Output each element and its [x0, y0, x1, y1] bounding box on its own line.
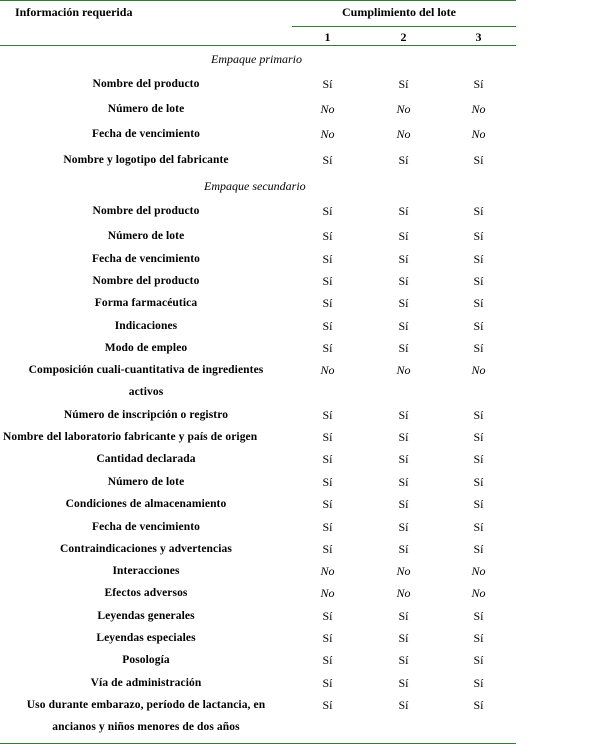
lot-3-value: Sí [473, 631, 484, 645]
row-label: Número de lote [107, 103, 185, 115]
lot-2-value: Sí [398, 497, 409, 511]
lot-2-value: Sí [398, 77, 409, 91]
lot-2-value: Sí [398, 408, 409, 422]
lot-2-value: Sí [398, 204, 409, 218]
lot-3-value: Sí [473, 408, 484, 422]
row-label: Número de inscripción o registro [63, 409, 229, 421]
row-label: Fecha de vencimiento [91, 521, 201, 533]
lot-1-value: Sí [322, 631, 333, 645]
lot-2-value: Sí [398, 676, 409, 690]
row-label: Leyendas especiales [96, 632, 196, 644]
lot-2-value: Sí [398, 653, 409, 667]
lot-3-value: Sí [473, 229, 484, 243]
lot-1-value: Sí [322, 408, 333, 422]
lot-3-value: No [471, 586, 486, 600]
lot-2-value: Sí [398, 475, 409, 489]
lot-2-value: No [396, 564, 411, 578]
lot-1-value: Sí [322, 274, 333, 288]
lot-1-value: Sí [322, 204, 333, 218]
lot-1-header: 1 [324, 30, 331, 44]
lot-2-value: Sí [398, 430, 409, 444]
header-info-label: Información requerida [15, 5, 133, 19]
lot-3-value: Sí [473, 542, 484, 556]
lot-2-value: Sí [398, 631, 409, 645]
lot-2-value: No [396, 363, 411, 377]
lot-1-value: No [320, 102, 335, 116]
lot-3-value: Sí [473, 452, 484, 466]
lot-3-value: Sí [473, 430, 484, 444]
lot-2-value: Sí [398, 296, 409, 310]
lot-3-value: No [471, 127, 486, 141]
lot-3-value: Sí [473, 676, 484, 690]
row-label: Composición cuali-cuantitativa de ingredientes [28, 364, 264, 376]
row-label: Fecha de vencimiento [91, 128, 201, 140]
row-label: Uso durante embarazo, período de lactancia, en [26, 699, 266, 711]
lot-2-value: Sí [398, 153, 409, 167]
lot-2-value: No [396, 586, 411, 600]
lot-1-value: Sí [322, 153, 333, 167]
row-label: Efectos adversos [104, 587, 188, 599]
lot-1-value: Sí [322, 229, 333, 243]
lot-3-value: Sí [473, 77, 484, 91]
lot-2-value: Sí [398, 452, 409, 466]
lot-2-value: Sí [398, 698, 409, 712]
lot-1-value: Sí [322, 609, 333, 623]
lot-1-value: Sí [322, 430, 333, 444]
row-label: Condiciones de almacenamiento [65, 498, 227, 510]
lot-2-value: Sí [398, 274, 409, 288]
lot-3-value: Sí [473, 296, 484, 310]
row-label: Interacciones [112, 565, 180, 577]
lot-3-value: Sí [473, 319, 484, 333]
lot-3-value: Sí [473, 520, 484, 534]
row-label: Cantidad declarada [96, 453, 196, 465]
lot-3-value: No [471, 102, 486, 116]
header-bottom-rule [0, 45, 516, 46]
lot-1-value: No [320, 127, 335, 141]
lot-3-value: Sí [473, 497, 484, 511]
lot-2-value: Sí [398, 341, 409, 355]
group-rule [292, 26, 516, 27]
section-title: Empaque secundario [204, 179, 306, 193]
row-label-continuation: activos [128, 386, 164, 398]
lot-3-value: Sí [473, 252, 484, 266]
lot-3-value: Sí [473, 609, 484, 623]
lot-1-value: Sí [322, 252, 333, 266]
lot-2-header: 2 [400, 30, 407, 44]
lot-3-header: 3 [475, 30, 482, 44]
top-rule [0, 0, 516, 1]
lot-1-value: Sí [322, 296, 333, 310]
row-label: Vía de administración [90, 677, 202, 689]
lot-3-value: Sí [473, 341, 484, 355]
lot-1-value: No [320, 564, 335, 578]
row-label: Indicaciones [114, 320, 178, 332]
lot-2-value: Sí [398, 252, 409, 266]
row-label: Posología [122, 654, 170, 666]
row-label-continuation: ancianos y niños menores de dos años [52, 721, 240, 733]
lot-1-value: Sí [322, 319, 333, 333]
row-label: Nombre y logotipo del fabricante [63, 154, 229, 166]
header-group-label: Cumplimiento del lote [342, 5, 456, 19]
lot-3-value: No [471, 564, 486, 578]
bottom-rule [0, 743, 516, 744]
lot-3-value: No [471, 363, 486, 377]
lot-1-value: Sí [322, 341, 333, 355]
lot-2-value: Sí [398, 609, 409, 623]
lot-2-value: Sí [398, 520, 409, 534]
lot-2-value: No [396, 102, 411, 116]
lot-1-value: Sí [322, 497, 333, 511]
lot-3-value: Sí [473, 204, 484, 218]
lot-1-value: Sí [322, 698, 333, 712]
lot-2-value: No [396, 127, 411, 141]
row-label: Contraindicaciones y advertencias [60, 543, 232, 555]
row-label: Fecha de vencimiento [91, 253, 201, 265]
row-label: Número de lote [107, 476, 185, 488]
lot-3-value: Sí [473, 698, 484, 712]
lot-3-value: Sí [473, 475, 484, 489]
row-label: Nombre del producto [92, 78, 200, 90]
lot-1-value: Sí [322, 475, 333, 489]
row-label: Nombre del laboratorio fabricante y país de origen [3, 431, 258, 443]
row-label: Nombre del producto [92, 275, 200, 287]
lot-1-value: Sí [322, 676, 333, 690]
lot-3-value: Sí [473, 274, 484, 288]
lot-1-value: Sí [322, 452, 333, 466]
lot-2-value: Sí [398, 542, 409, 556]
lot-1-value: Sí [322, 542, 333, 556]
lot-1-value: No [320, 363, 335, 377]
lot-1-value: Sí [322, 653, 333, 667]
lot-1-value: Sí [322, 520, 333, 534]
row-label: Nombre del producto [92, 205, 200, 217]
row-label: Forma farmacéutica [94, 297, 198, 309]
lot-3-value: Sí [473, 153, 484, 167]
row-label: Leyendas generales [97, 610, 195, 622]
lot-1-value: No [320, 586, 335, 600]
lot-2-value: Sí [398, 229, 409, 243]
section-title: Empaque primario [211, 52, 302, 66]
lot-3-value: Sí [473, 653, 484, 667]
lot-1-value: Sí [322, 77, 333, 91]
row-label: Número de lote [107, 230, 185, 242]
lot-2-value: Sí [398, 319, 409, 333]
row-label: Modo de empleo [104, 342, 188, 354]
